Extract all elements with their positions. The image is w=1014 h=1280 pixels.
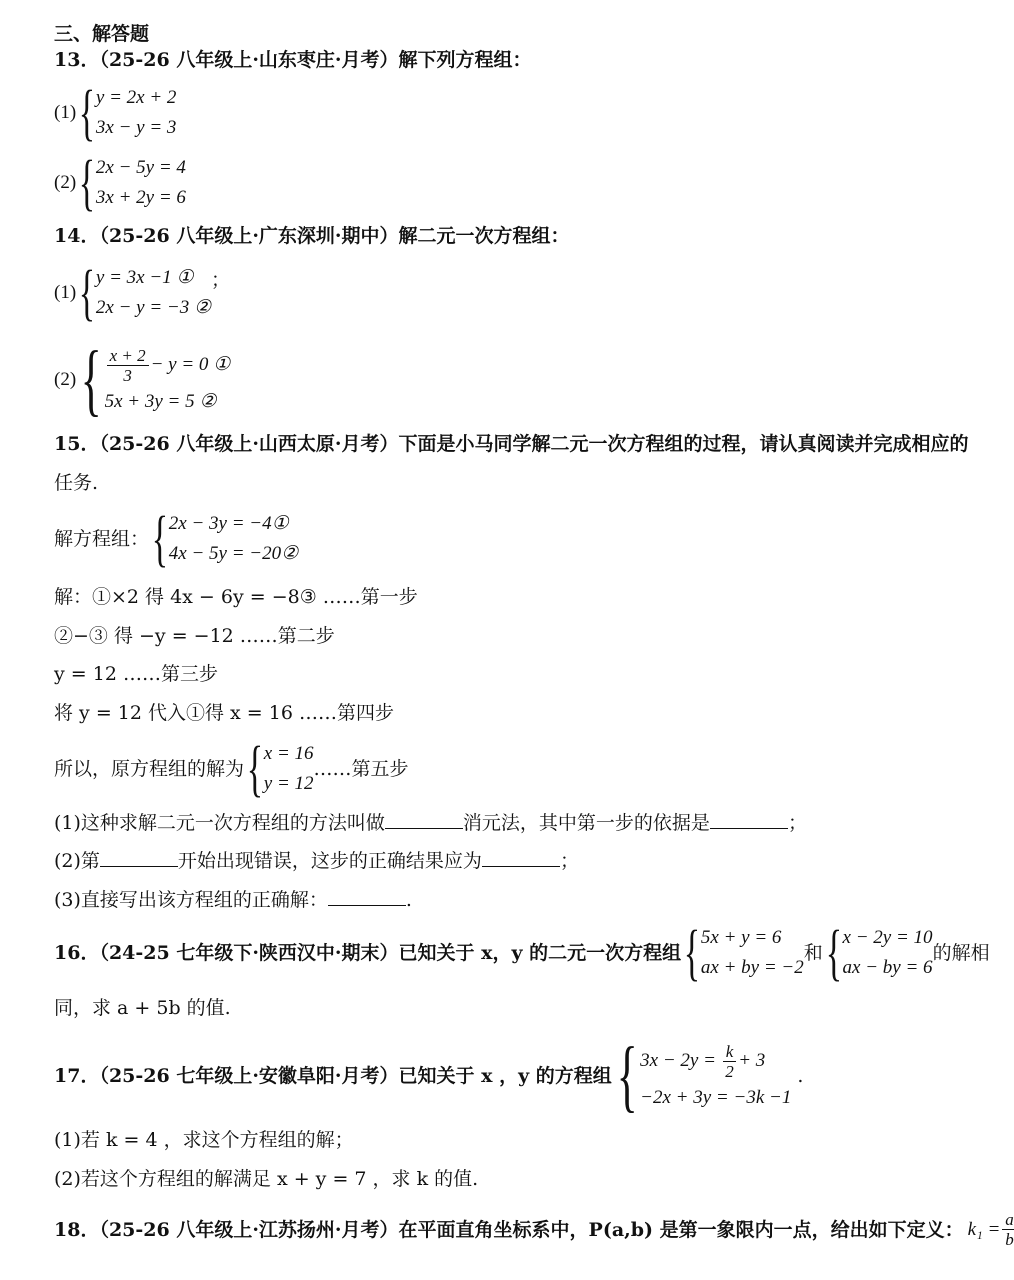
q17-line [54, 1032, 804, 1120]
brace: { [151, 505, 169, 573]
brace: { [78, 79, 96, 147]
q15-header-line2: 任务. [54, 472, 99, 494]
q16-line1-pre: 16．（24-25 七年级下·陕西汉中·期末）已知关于 x，y 的二元一次方程组 [54, 942, 682, 964]
q17-line-pre: 17．（25-26 七年级上·安徽阜阳·月考）已知关于 x ，y 的方程组 [54, 1065, 612, 1087]
brace: { [78, 259, 96, 327]
answer-blank[interactable] [710, 808, 788, 829]
brace: { [616, 1032, 638, 1120]
q16-line1-post: 的解相 [932, 942, 990, 964]
equation: $\frac{x + 2}{3}$ − y = 0 ① [105, 343, 231, 387]
equation: x = 16 [263, 743, 314, 764]
answer-blank[interactable] [482, 846, 560, 867]
q15-task1: (1)这种求解二元一次方程组的方法叫做 消元法，其中第一步的依据是 ； [54, 808, 807, 837]
answer-blank[interactable] [328, 885, 406, 906]
q17-sub1: (1)若 k = 4 ，求这个方程组的解； [54, 1129, 354, 1151]
equation: y = 12 [263, 773, 314, 794]
q16-and: 和 [803, 942, 823, 964]
equation: ax − by = 6 [842, 957, 933, 978]
q18-def-frac: $\frac{a}{b}$ [1002, 1210, 1014, 1249]
q15-step5-post: ……第五步 [313, 758, 409, 780]
q13-p2-label: (2) [54, 172, 77, 193]
q18-line [54, 1210, 1014, 1249]
q15-step3: y = 12 ……第三步 [54, 663, 218, 685]
q15-task3: (3)直接写出该方程组的正确解： . [54, 885, 412, 914]
equation: −2x + 3y = −3k −1 [640, 1087, 792, 1108]
brace: { [683, 919, 701, 987]
equation: 2x − 3y = −4① [168, 513, 289, 534]
q18-def-lhs: k₁ = [967, 1218, 1001, 1240]
equation: 2x − 5y = 4 [95, 157, 186, 178]
equation: y = 3x −1 ① [95, 267, 194, 288]
equation: 5x + y = 6 [700, 927, 782, 948]
q17-sub2: (2)若这个方程组的解满足 x + y = 7 ，求 k 的值. [54, 1168, 479, 1190]
equation: 3x − 2y = $\frac{k}{2}$ + 3 [640, 1042, 766, 1082]
q14-part2 [54, 336, 231, 424]
q13-part1 [54, 79, 177, 147]
equation: 5x + 3y = 5 ② [104, 391, 217, 412]
q15-system-label: 解方程组： [54, 528, 150, 550]
equation: y = 2x + 2 [95, 87, 177, 108]
equation: ax + by = −2 [700, 957, 804, 978]
equation: x − 2y = 10 [842, 927, 933, 948]
answer-blank[interactable] [385, 808, 463, 829]
q17-line-post: . [797, 1065, 804, 1087]
brace: { [246, 735, 264, 803]
q15-step4: 将 y = 12 代入①得 x = 16 ……第四步 [54, 702, 394, 724]
brace: { [80, 336, 102, 424]
q15-step5-pre: 所以，原方程组的解为 [54, 758, 245, 780]
q15-step2: ②−③ 得 −y = −12 ……第二步 [54, 625, 335, 647]
q16-line2: 同，求 a + 5b 的值. [54, 997, 231, 1019]
q13-p1-label: (1) [54, 102, 77, 123]
brace: { [78, 149, 96, 217]
q16-line1 [54, 919, 990, 987]
answer-blank[interactable] [100, 846, 178, 867]
q15-step5 [54, 735, 409, 803]
equation: 4x − 5y = −20② [168, 543, 299, 564]
q13-part2 [54, 149, 186, 217]
section-title: 三、解答题 [54, 23, 150, 45]
q15-system [54, 505, 299, 573]
equation: 3x + 2y = 6 [95, 187, 186, 208]
q18-line-text: 18．（25-26 八年级上·江苏扬州·月考）在平面直角坐标系中，P(a,b) 是第一象限内一点，给出如下定义： [54, 1218, 964, 1241]
q15-step1: 解：①×2 得 4x − 6y = −8③ ……第一步 [54, 586, 418, 608]
q14-part1 [54, 259, 231, 327]
equation: 3x − y = 3 [95, 117, 177, 138]
q14-p1-end: ； [211, 269, 231, 291]
q15-task2: (2)第 开始出现错误，这步的正确结果应为 ； [54, 846, 579, 875]
q15-header-line1: 15．（25-26 八年级上·山西太原·月考）下面是小马同学解二元一次方程组的过程，请认真阅读并完成相应的 [54, 433, 969, 455]
q14-p2-label: (2) [54, 369, 77, 390]
brace: { [825, 919, 842, 987]
q14-p1-label: (1) [54, 282, 77, 303]
q14-header: 14．（25-26 八年级上·广东深圳·期中）解二元一次方程组： [54, 225, 570, 247]
q13-header: 13．（25-26 八年级上·山东枣庄·月考）解下列方程组： [54, 49, 532, 71]
equation: 2x − y = −3 ② [95, 297, 212, 318]
